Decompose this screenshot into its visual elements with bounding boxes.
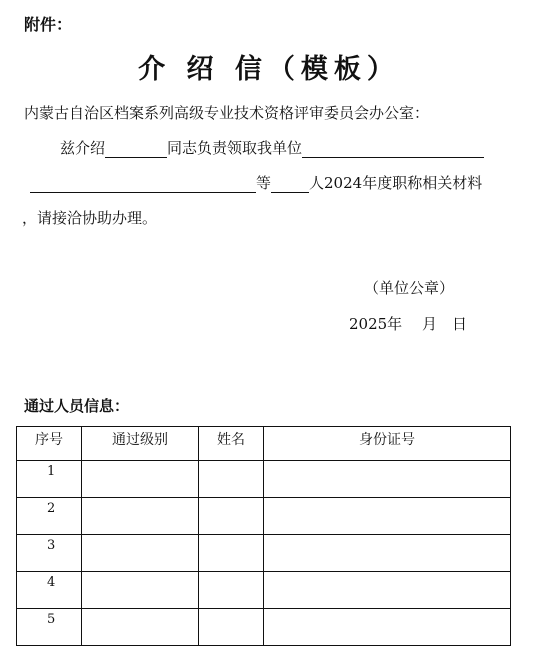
table-row (17, 498, 511, 535)
name-cell[interactable] (199, 535, 264, 572)
column-header-id: 身份证号 (264, 427, 511, 461)
id-number-cell[interactable] (264, 572, 511, 609)
row-number: 1 (17, 461, 82, 498)
unit-name-continued-blank (30, 174, 256, 193)
table-row (17, 609, 511, 646)
closing-line: ，请接洽协助办理。 (22, 209, 158, 227)
intro-prefix: 兹介绍 (60, 139, 106, 157)
count-prefix: 等 (256, 174, 272, 192)
personnel-info-heading: 通过人员信息： (24, 397, 130, 415)
unit-seal-label: （单位公章） (364, 279, 455, 297)
level-cell[interactable] (82, 535, 199, 572)
person-name-blank (105, 139, 167, 158)
column-header-level: 通过级别 (82, 427, 199, 461)
id-number-cell[interactable] (264, 498, 511, 535)
name-cell[interactable] (199, 498, 264, 535)
level-cell[interactable] (82, 572, 199, 609)
count-line (30, 172, 482, 193)
name-cell[interactable] (199, 461, 264, 498)
id-number-cell[interactable] (264, 461, 511, 498)
name-cell[interactable] (199, 572, 264, 609)
column-header-no: 序号 (17, 427, 82, 461)
introduction-line (60, 137, 484, 158)
people-count-blank (271, 174, 309, 193)
unit-name-blank (302, 139, 484, 158)
level-cell[interactable] (82, 461, 199, 498)
addressee-line: 内蒙古自治区档案系列高级专业技术资格评审委员会办公室： (24, 104, 430, 122)
row-number: 5 (17, 609, 82, 646)
table-row (17, 572, 511, 609)
row-number: 4 (17, 572, 82, 609)
name-cell[interactable] (199, 609, 264, 646)
materials-text: 人2024年度职称相关材料 (309, 174, 483, 192)
document-title: 介 绍 信（模板） (138, 54, 400, 85)
table-row (17, 535, 511, 572)
level-cell[interactable] (82, 609, 199, 646)
table-header-row (17, 427, 511, 461)
level-cell[interactable] (82, 498, 199, 535)
id-number-cell[interactable] (264, 609, 511, 646)
id-number-cell[interactable] (264, 535, 511, 572)
date-line: 2025年 月 日 (349, 315, 467, 333)
personnel-table (16, 426, 511, 646)
attachment-label: 附件： (24, 15, 73, 34)
table-row (17, 461, 511, 498)
intro-mid: 同志负责领取我单位 (167, 139, 303, 157)
row-number: 2 (17, 498, 82, 535)
column-header-name: 姓名 (199, 427, 264, 461)
row-number: 3 (17, 535, 82, 572)
